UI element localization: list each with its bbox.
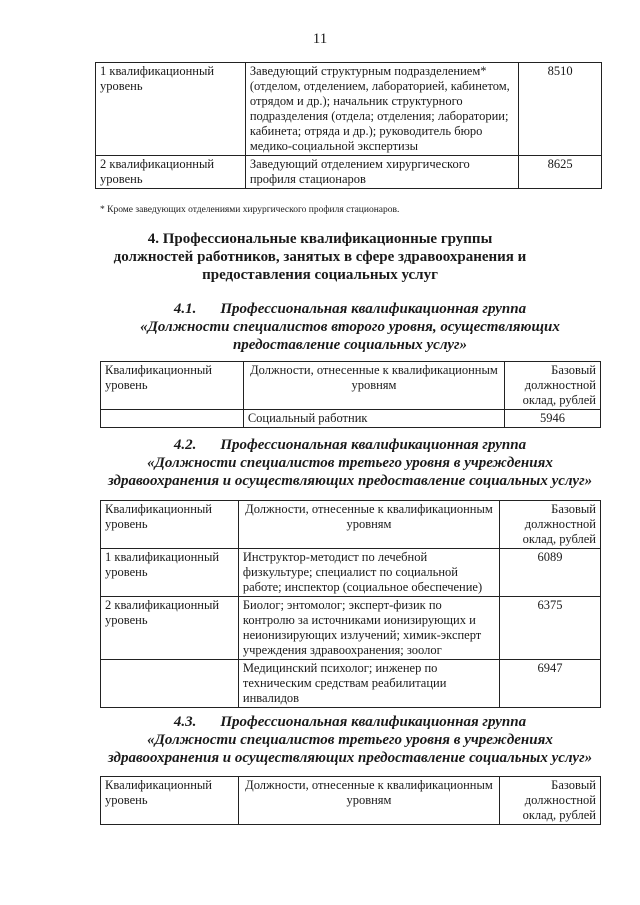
positions-cell: Инструктор-методист по лечебной физкультуре; специалист по социальной работе; инспектор (социальное обеспечение) [238, 549, 499, 597]
table-row [101, 660, 601, 708]
positions-cell: Заведующий отделением хирургического профиля стационаров [245, 156, 518, 189]
subsection-number: 4.2. [173, 437, 197, 453]
salary-table-4-1 [100, 361, 601, 428]
section-heading-line: предоставления социальных услуг [202, 267, 438, 283]
positions-cell: Медицинский психолог; инженер по техническим средствам реабилитации инвалидов [238, 660, 499, 708]
table-row [96, 156, 602, 189]
table-row [101, 549, 601, 597]
salary-table-4-2 [100, 500, 601, 708]
salary-cell: 8510 [519, 63, 602, 156]
table-header-row [101, 777, 601, 825]
salary-cell: 8625 [519, 156, 602, 189]
header-salary: Базовый должностной оклад, рублей [500, 777, 601, 825]
subsection-title-line: «Должности специалистов третьего уровня в учреждениях [147, 732, 553, 748]
salary-table-4-3 [100, 776, 601, 825]
salary-cell: 6375 [500, 597, 601, 660]
level-cell: 1 квалификационный уровень [96, 63, 246, 156]
positions-cell: Социальный работник [243, 410, 504, 428]
salary-cell: 6947 [500, 660, 601, 708]
subsection-title-text: Профессиональная квалификационная группа [220, 437, 527, 453]
header-positions: Должности, отнесенные к квалификационным уровням [238, 501, 499, 549]
header-level: Квалификационный уровень [101, 362, 244, 410]
subsection-number: 4.1. [173, 301, 197, 317]
level-cell [101, 660, 239, 708]
positions-cell: Заведующий структурным подразделением* (отделом, отделением, лабораторией, кабинетом, отрядом и др.); начальник структурного подразделения (отдела; отделения; лаборатории; кабинета; отряда и др.); руководитель бюро медико-социальной экспертизы [245, 63, 518, 156]
subsection-number: 4.3. [173, 714, 197, 730]
table-row [101, 410, 601, 428]
level-cell: 2 квалификационный уровень [101, 597, 239, 660]
top-salary-table [95, 62, 602, 189]
subsection-title-line: здравоохранения и осуществляющих предоставление социальных услуг» [107, 750, 593, 766]
level-cell: 2 квалификационный уровень [96, 156, 246, 189]
subsection-title [100, 436, 600, 454]
header-level: Квалификационный уровень [101, 777, 239, 825]
subsection-title-line: «Должности специалистов второго уровня, осуществляющих [140, 319, 560, 335]
table-header-row [101, 501, 601, 549]
subsection-title-line: предоставление социальных услуг» [232, 337, 468, 353]
header-salary: Базовый должностной оклад, рублей [500, 501, 601, 549]
subsection-title-line: «Должности специалистов третьего уровня в учреждениях [147, 455, 553, 471]
table-row [96, 63, 602, 156]
table-header-row [101, 362, 601, 410]
subsection-title-line: здравоохранения и осуществляющих предоставление социальных услуг» [107, 473, 593, 489]
salary-cell: 5946 [505, 410, 601, 428]
subsection-title [100, 300, 600, 318]
header-positions: Должности, отнесенные к квалификационным уровням [238, 777, 499, 825]
subsection-title-text: Профессиональная квалификационная группа [220, 301, 527, 317]
header-salary: Базовый должностной оклад, рублей [505, 362, 601, 410]
header-positions: Должности, отнесенные к квалификационным уровням [243, 362, 504, 410]
level-cell [101, 410, 244, 428]
subsection-title [100, 713, 600, 731]
header-level: Квалификационный уровень [101, 501, 239, 549]
level-cell: 1 квалификационный уровень [101, 549, 239, 597]
page-number: 11 [312, 31, 328, 47]
subsection-title-text: Профессиональная квалификационная группа [220, 714, 527, 730]
positions-cell: Биолог; энтомолог; эксперт-физик по контролю за источниками ионизирующих и неионизирующих излучений; химик-эксперт учреждения здравоохранения; зоолог [238, 597, 499, 660]
section-heading-line: 4. Профессиональные квалификационные группы [147, 231, 493, 247]
footnote: * Кроме заведующих отделениями хирургического профиля стационаров. [100, 205, 400, 215]
table-row [101, 597, 601, 660]
salary-cell: 6089 [500, 549, 601, 597]
section-heading-line: должностей работников, занятых в сфере здравоохранения и [113, 249, 527, 265]
